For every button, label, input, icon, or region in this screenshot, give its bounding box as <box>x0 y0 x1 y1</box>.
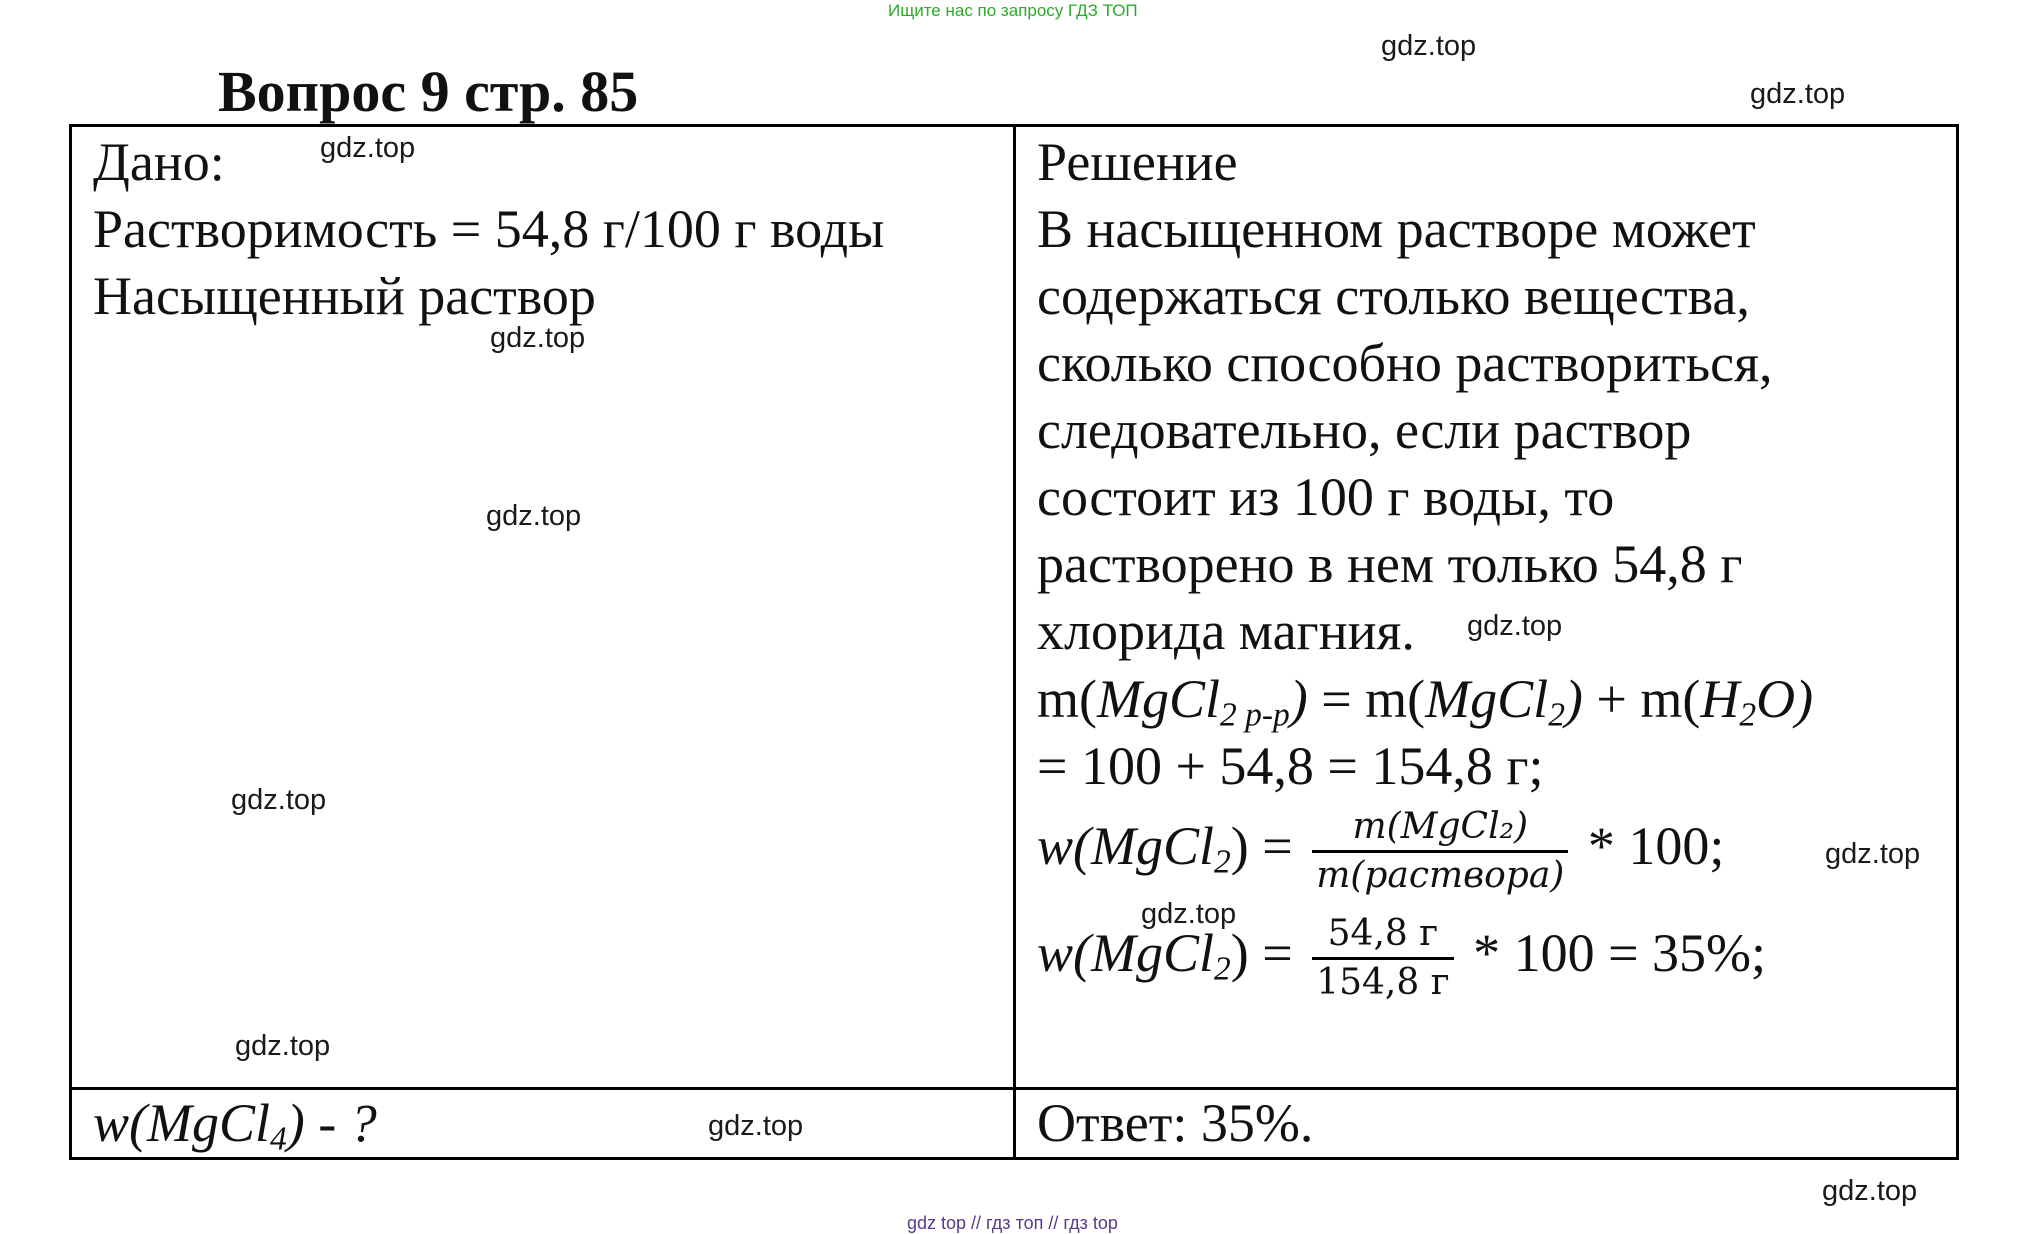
eq2-fraction <box>1312 804 1568 899</box>
solution-heading: Решение <box>1037 132 1238 192</box>
eq1-sub-water: 2 <box>1739 696 1757 734</box>
solution-line: хлорида магния. <box>1037 601 1415 661</box>
solution-line: сколько способно раствориться, <box>1037 333 1773 393</box>
given-heading: Дано: <box>93 132 225 192</box>
eq3-tail: * 100 = 35%; <box>1473 922 1767 983</box>
find-post: ) - ? <box>286 1093 377 1153</box>
watermark: gdz.top <box>1822 1175 1918 1207</box>
eq1-sub-salt: 2 <box>1548 696 1565 734</box>
table-divider-vertical <box>1013 124 1016 1160</box>
find-formula: MgCl <box>147 1093 271 1153</box>
watermark: gdz.top <box>1467 610 1563 642</box>
eq1-close: ) <box>1564 669 1583 729</box>
watermark: gdz.top <box>490 322 586 354</box>
page-title: Вопрос 9 стр. 85 <box>218 59 639 124</box>
top-search-note: Ищите нас по запросу ГДЗ ТОП <box>888 1 1138 20</box>
eq1-formula-solution: MgCl <box>1097 669 1221 729</box>
given-saturated: Насыщенный раствор <box>93 266 596 326</box>
eq3-numerator: 54,8 г <box>1312 911 1453 960</box>
bottom-links[interactable]: gdz top // гдз топ // гдз top <box>907 1213 1118 1233</box>
given-solubility: Растворимость = 54,8 г/100 г воды <box>93 199 885 259</box>
fraction-equation <box>1037 804 1724 899</box>
find-subscript: 4 <box>270 1120 287 1158</box>
eq2-equals: ) = <box>1230 815 1293 876</box>
watermark: gdz.top <box>235 1030 331 1062</box>
eq1-formula-water: H <box>1700 669 1740 729</box>
watermark: gdz.top <box>486 500 582 532</box>
eq1-formula-water-o: O <box>1756 669 1796 729</box>
eq3-sub: 2 <box>1214 950 1231 988</box>
eq3-equals: ) = <box>1230 922 1293 983</box>
watermark: gdz.top <box>1750 78 1846 110</box>
eq1-close: ) <box>1289 669 1308 729</box>
eq3-denominator: 154,8 г <box>1316 962 1450 1003</box>
eq2-tail: * 100; <box>1587 815 1725 876</box>
eq3-formula: MgCl <box>1091 922 1215 983</box>
watermark: gdz.top <box>1381 30 1477 62</box>
given-find <box>93 1090 377 1172</box>
eq2-denominator: m(раствора) <box>1316 855 1565 896</box>
watermark: gdz.top <box>231 784 327 816</box>
solution-line: следовательно, если раствор <box>1037 400 1692 460</box>
eq2-w: w( <box>1037 815 1091 876</box>
eq2-formula: MgCl <box>1091 815 1215 876</box>
solution-line: В насыщенном растворе может <box>1037 199 1756 259</box>
mass-equation-result: = 100 + 54,8 = 154,8 г; <box>1037 736 1544 796</box>
solution-line: состоит из 100 г воды, то <box>1037 467 1615 527</box>
watermark: gdz.top <box>1141 898 1237 930</box>
eq1-plus: + m( <box>1582 669 1701 729</box>
eq3-fraction <box>1312 911 1453 1006</box>
watermark: gdz.top <box>708 1110 804 1142</box>
eq2-numerator: m(MgCl₂) <box>1312 804 1568 853</box>
eq1-equals: = m( <box>1307 669 1426 729</box>
find-w: w( <box>93 1093 147 1153</box>
eq2-sub: 2 <box>1214 843 1231 881</box>
eq1-sub-solution: 2 р-р <box>1220 696 1290 734</box>
solution-line: содержаться столько вещества, <box>1037 266 1750 326</box>
solution-line: растворено в нем только 54,8 г <box>1037 534 1743 594</box>
eq1-close: ) <box>1795 669 1814 729</box>
watermark: gdz.top <box>320 132 416 164</box>
eq1-m: m( <box>1037 669 1097 729</box>
eq1-formula-salt: MgCl <box>1425 669 1549 729</box>
watermark: gdz.top <box>1825 838 1921 870</box>
answer: Ответ: 35%. <box>1037 1093 1314 1153</box>
eq3-w: w( <box>1037 922 1091 983</box>
